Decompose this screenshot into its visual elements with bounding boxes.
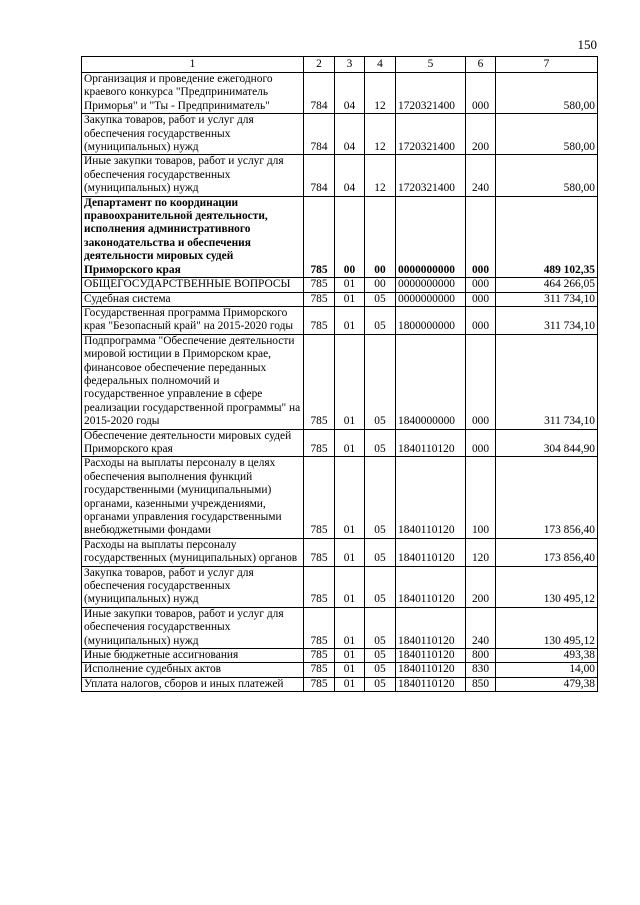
row-target-code: 1720321400 xyxy=(396,114,466,155)
table-row xyxy=(82,196,598,277)
row-amount: 14,00 xyxy=(496,663,598,677)
row-ministry-code: 785 xyxy=(304,457,335,538)
row-ministry-code: 784 xyxy=(304,114,335,155)
row-expense-type: 000 xyxy=(466,334,496,429)
row-subsection-code: 05 xyxy=(365,649,396,663)
row-section-code: 01 xyxy=(335,607,365,648)
row-target-code: 1840110120 xyxy=(396,429,466,457)
row-target-code: 1720321400 xyxy=(396,155,466,196)
row-subsection-code: 05 xyxy=(365,292,396,306)
row-name-cell: Закупка товаров, работ и услуг для обеспечения государственных (муниципальных) нужд xyxy=(82,114,304,155)
row-amount: 580,00 xyxy=(496,73,598,114)
row-amount: 489 102,35 xyxy=(496,196,598,277)
row-name-cell: Подпрограмма "Обеспечение деятельности мировой юстиции в Приморском крае, финансовое обеспечение переданных федеральных полномочий и государственное управление в сфере реализации государственной программы" на 2015-2020 годы xyxy=(82,334,304,429)
row-expense-type: 000 xyxy=(466,196,496,277)
header-row xyxy=(82,57,598,73)
row-name-cell: Исполнение судебных актов xyxy=(82,663,304,677)
row-section-code: 04 xyxy=(335,73,365,114)
row-name-cell: Департамент по координации правоохранительной деятельности, исполнения административного законодательства и обеспечения деятельности мировых судей Приморского края xyxy=(82,196,304,277)
col-header-3: 3 xyxy=(335,57,365,73)
table-row xyxy=(82,663,598,677)
row-ministry-code: 785 xyxy=(304,663,335,677)
row-expense-type: 000 xyxy=(466,306,496,334)
row-section-code: 01 xyxy=(335,334,365,429)
row-section-code: 00 xyxy=(335,196,365,277)
row-section-code: 01 xyxy=(335,278,365,292)
col-header-1: 1 xyxy=(82,57,304,73)
table-row xyxy=(82,607,598,648)
table-row xyxy=(82,677,598,691)
row-section-code: 01 xyxy=(335,292,365,306)
row-subsection-code: 05 xyxy=(365,566,396,607)
row-name-cell: Закупка товаров, работ и услуг для обеспечения государственных (муниципальных) нужд xyxy=(82,566,304,607)
row-target-code: 1840110120 xyxy=(396,649,466,663)
row-section-code: 01 xyxy=(335,566,365,607)
row-subsection-code: 12 xyxy=(365,114,396,155)
row-name-cell: Судебная система xyxy=(82,292,304,306)
row-subsection-code: 05 xyxy=(365,306,396,334)
row-amount: 464 266,05 xyxy=(496,278,598,292)
row-subsection-code: 05 xyxy=(365,677,396,691)
row-ministry-code: 785 xyxy=(304,196,335,277)
row-ministry-code: 784 xyxy=(304,73,335,114)
row-section-code: 04 xyxy=(335,155,365,196)
row-name-cell: ОБЩЕГОСУДАРСТВЕННЫЕ ВОПРОСЫ xyxy=(82,278,304,292)
table-row xyxy=(82,306,598,334)
row-target-code: 1840110120 xyxy=(396,663,466,677)
row-subsection-code: 05 xyxy=(365,607,396,648)
budget-table xyxy=(81,56,598,692)
table-row xyxy=(82,292,598,306)
row-ministry-code: 785 xyxy=(304,292,335,306)
row-expense-type: 000 xyxy=(466,278,496,292)
row-ministry-code: 785 xyxy=(304,677,335,691)
col-header-4: 4 xyxy=(365,57,396,73)
table-row xyxy=(82,429,598,457)
row-amount: 493,38 xyxy=(496,649,598,663)
table-row xyxy=(82,155,598,196)
row-name-cell: Расходы на выплаты персоналу в целях обеспечения выполнения функций государственными (муниципальными) органами, казенными учреждениями, органами управления государственными внебюджетными фондами xyxy=(82,457,304,538)
page-number: 150 xyxy=(577,37,597,52)
row-target-code: 1720321400 xyxy=(396,73,466,114)
row-name-cell: Иные закупки товаров, работ и услуг для обеспечения государственных (муниципальных) нужд xyxy=(82,155,304,196)
table-body xyxy=(82,73,598,692)
table-row xyxy=(82,566,598,607)
row-amount: 580,00 xyxy=(496,114,598,155)
row-subsection-code: 05 xyxy=(365,663,396,677)
row-expense-type: 100 xyxy=(466,457,496,538)
row-section-code: 01 xyxy=(335,663,365,677)
row-expense-type: 200 xyxy=(466,114,496,155)
row-target-code: 1840110120 xyxy=(396,566,466,607)
table-row xyxy=(82,457,598,538)
row-target-code: 1840110120 xyxy=(396,607,466,648)
row-ministry-code: 785 xyxy=(304,607,335,648)
row-amount: 130 495,12 xyxy=(496,566,598,607)
row-amount: 311 734,10 xyxy=(496,334,598,429)
row-ministry-code: 784 xyxy=(304,155,335,196)
row-expense-type: 120 xyxy=(466,538,496,566)
row-target-code: 0000000000 xyxy=(396,292,466,306)
row-expense-type: 240 xyxy=(466,155,496,196)
row-amount: 311 734,10 xyxy=(496,306,598,334)
row-subsection-code: 05 xyxy=(365,334,396,429)
table-row xyxy=(82,278,598,292)
row-expense-type: 240 xyxy=(466,607,496,648)
row-amount: 479,38 xyxy=(496,677,598,691)
row-section-code: 01 xyxy=(335,429,365,457)
row-expense-type: 850 xyxy=(466,677,496,691)
row-amount: 311 734,10 xyxy=(496,292,598,306)
row-target-code: 0000000000 xyxy=(396,196,466,277)
table-row xyxy=(82,334,598,429)
col-header-7: 7 xyxy=(496,57,598,73)
row-section-code: 01 xyxy=(335,677,365,691)
row-ministry-code: 785 xyxy=(304,566,335,607)
row-target-code: 1840110120 xyxy=(396,457,466,538)
row-subsection-code: 12 xyxy=(365,73,396,114)
row-expense-type: 000 xyxy=(466,73,496,114)
row-section-code: 01 xyxy=(335,538,365,566)
table-row xyxy=(82,73,598,114)
row-amount: 173 856,40 xyxy=(496,538,598,566)
row-amount: 304 844,90 xyxy=(496,429,598,457)
row-subsection-code: 00 xyxy=(365,196,396,277)
row-name-cell: Государственная программа Приморского края "Безопасный край" на 2015-2020 годы xyxy=(82,306,304,334)
row-name-cell: Обеспечение деятельности мировых судей Приморского края xyxy=(82,429,304,457)
col-header-2: 2 xyxy=(304,57,335,73)
row-name-cell: Расходы на выплаты персоналу государственных (муниципальных) органов xyxy=(82,538,304,566)
row-section-code: 01 xyxy=(335,457,365,538)
row-target-code: 1840110120 xyxy=(396,677,466,691)
row-name-cell: Уплата налогов, сборов и иных платежей xyxy=(82,677,304,691)
row-expense-type: 000 xyxy=(466,292,496,306)
table-row xyxy=(82,114,598,155)
row-target-code: 1840110120 xyxy=(396,538,466,566)
row-section-code: 01 xyxy=(335,306,365,334)
row-expense-type: 000 xyxy=(466,429,496,457)
table-row xyxy=(82,538,598,566)
col-header-6: 6 xyxy=(466,57,496,73)
row-section-code: 04 xyxy=(335,114,365,155)
row-ministry-code: 785 xyxy=(304,429,335,457)
row-name-cell: Иные закупки товаров, работ и услуг для обеспечения государственных (муниципальных) нужд xyxy=(82,607,304,648)
row-subsection-code: 05 xyxy=(365,457,396,538)
row-section-code: 01 xyxy=(335,649,365,663)
table-row xyxy=(82,649,598,663)
row-name-cell: Иные бюджетные ассигнования xyxy=(82,649,304,663)
row-target-code: 1800000000 xyxy=(396,306,466,334)
col-header-5: 5 xyxy=(396,57,466,73)
row-amount: 580,00 xyxy=(496,155,598,196)
row-amount: 130 495,12 xyxy=(496,607,598,648)
row-amount: 173 856,40 xyxy=(496,457,598,538)
row-target-code: 1840000000 xyxy=(396,334,466,429)
row-ministry-code: 785 xyxy=(304,278,335,292)
row-subsection-code: 00 xyxy=(365,278,396,292)
row-expense-type: 800 xyxy=(466,649,496,663)
row-expense-type: 830 xyxy=(466,663,496,677)
row-ministry-code: 785 xyxy=(304,306,335,334)
row-expense-type: 200 xyxy=(466,566,496,607)
row-subsection-code: 05 xyxy=(365,538,396,566)
row-subsection-code: 05 xyxy=(365,429,396,457)
row-target-code: 0000000000 xyxy=(396,278,466,292)
row-ministry-code: 785 xyxy=(304,649,335,663)
row-ministry-code: 785 xyxy=(304,538,335,566)
row-ministry-code: 785 xyxy=(304,334,335,429)
row-subsection-code: 12 xyxy=(365,155,396,196)
row-name-cell: Организация и проведение ежегодного краевого конкурса "Предприниматель Приморья" и "Ты - Предприниматель" xyxy=(82,73,304,114)
